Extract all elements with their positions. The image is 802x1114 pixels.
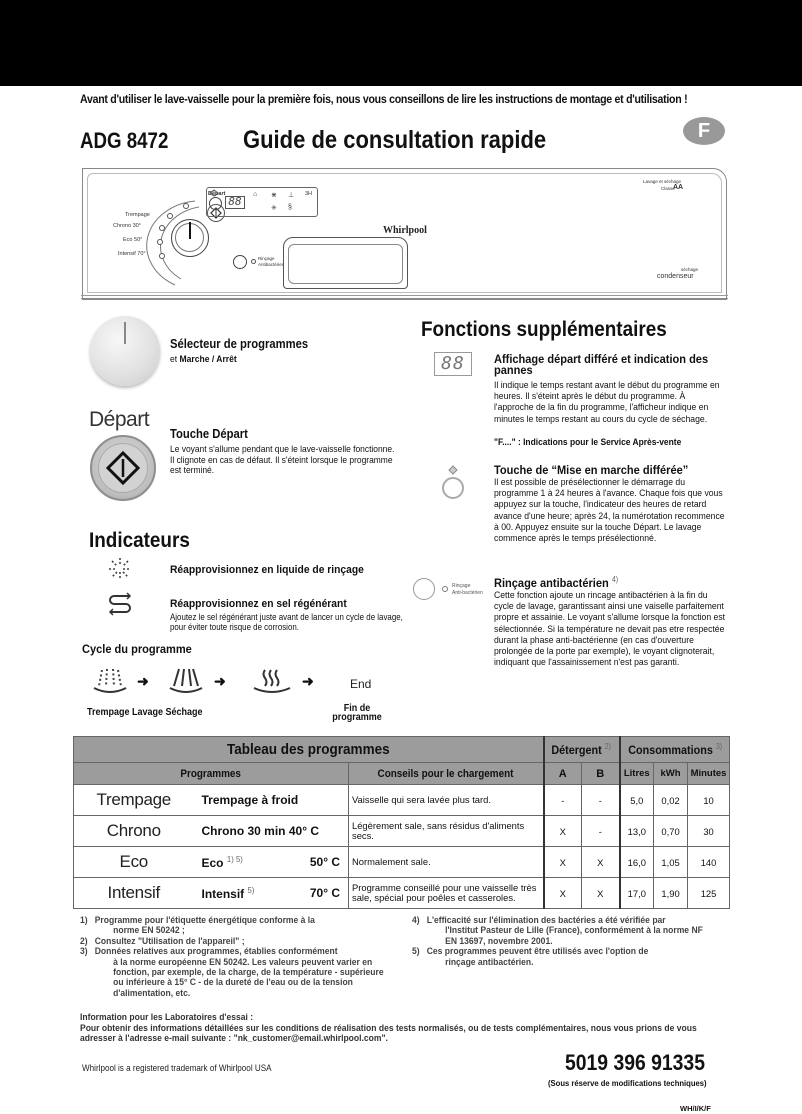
table-row — [74, 878, 730, 909]
soak-cycle-icon — [92, 666, 128, 696]
language-badge: F — [683, 117, 725, 145]
table-title: Tableau des programmes — [74, 737, 544, 763]
litres: 17,0 — [620, 878, 654, 909]
panel-depart-label: Départ — [208, 191, 226, 197]
intro-notice: Avant d'utiliser le lave-vaisselle pour la première fois, nous vous conseillons de lire les instructions de montage et d'utilisation ! — [80, 94, 688, 106]
program-temperature: 50° C — [309, 854, 340, 869]
panel-rinse-button[interactable] — [233, 255, 247, 269]
detergent-a: X — [544, 816, 582, 847]
function-delay-description: Il est possible de présélectionner le démarrage du programme 1 à 24 heures à l'avance. Chaque fois que vous appuyez sur la touche, l'indicateur des heures de retard avance d'une heure; après 24, la numérotation recommence à 00. Appuyez ensuite sur la touche Départ. Le lavage commence après le temps présélectionné. — [494, 477, 725, 545]
footnote-3: 3) Données relatives aux programmes, établies conformément à la norme européenne EN 50242. Les valeurs peuvent varier en fonction, par exemple, de la charge, de la température - supérieure ou inférieure à 15° C - de la dureté de l'eau ou de la tension d'alimentation, etc. — [80, 946, 384, 998]
panel-rinse-label-2: Antibactérien — [258, 262, 285, 267]
function-antibacterial-title-wrap — [494, 575, 618, 590]
col-detergent-a: A — [544, 763, 582, 785]
minutes: 125 — [688, 878, 730, 909]
program-name: Chrono 30 min 40° C — [194, 816, 349, 847]
energy-label-2: Classe — [661, 186, 675, 191]
indicator-salt: Réapprovisionnez en sel régénérant — [170, 598, 347, 610]
depart-title: Touche Départ — [170, 427, 248, 441]
footnotes-right — [412, 915, 706, 967]
led-intensif — [159, 253, 165, 259]
footnote-1: 1) Programme pour l'étiquette énergétique conforme à la norme EN 50242 ; — [80, 915, 315, 936]
minutes: 10 — [688, 785, 730, 816]
salt-indicator-icon: § — [288, 204, 292, 211]
antibacterial-icon-label-1: Rinçage — [452, 583, 471, 589]
salt-indicator-icon — [107, 592, 133, 616]
panel-display-area — [206, 187, 318, 217]
rinse-aid-indicator-icon: ✳ — [271, 205, 277, 212]
loading-advice: Vaisselle qui sera lavée plus tard. — [349, 785, 544, 816]
program-name: Trempage à froid — [194, 785, 349, 816]
function-display-note: "F...." : Indications pour le Service Après-vente — [494, 436, 682, 447]
detergent-a: - — [544, 785, 582, 816]
minutes: 140 — [688, 847, 730, 878]
detergent-a: X — [544, 847, 582, 878]
function-display-title: Affichage départ différé et indication des pannes — [494, 352, 709, 377]
col-programmes: Programmes — [74, 763, 349, 785]
laboratory-info — [80, 1013, 728, 1045]
footnote-refs: 1) 5) — [226, 854, 243, 864]
wash-cycle-icon — [168, 666, 204, 696]
end-symbol: End — [350, 677, 372, 691]
minutes: 30 — [688, 816, 730, 847]
program-name-cell — [194, 847, 349, 878]
selector-title: Sélecteur de programmes — [170, 337, 309, 351]
program-name-cell — [194, 878, 349, 909]
condenser-label-1: séchage — [681, 267, 699, 272]
indicators-title: Indicateurs — [89, 529, 190, 552]
detergent-a: X — [544, 878, 582, 909]
table-row — [74, 816, 730, 847]
indicator-icon-3: ⊥ — [288, 192, 295, 199]
panel-rinse-label-1: Rinçage — [258, 256, 275, 261]
indicator-icon-2: ⋇ — [271, 192, 277, 199]
indicator-icon-1: ⌂ — [253, 191, 258, 198]
door-handle — [283, 237, 408, 289]
panel-program-eco: Eco 50° — [123, 237, 143, 243]
rinse-led — [251, 259, 256, 264]
indicator-salt-description: Ajoutez le sel régénérant juste avant de lancer un cycle de lavage, pour éviter toute risque de corrosion. — [170, 612, 403, 632]
function-display-description: Il indique le temps restant avant le début du programme en heures. Il s'éteint après le début du programme. À l'approche de la fin du programme, l'afficheur indique en minutes le temps restant au cours du cycle de séchage. — [494, 380, 720, 425]
footnote-ref-4: 4) — [611, 575, 619, 584]
footnote-5: 5) Ces programmes peuvent être utilisés avec l'option de rinçage antibactérien. — [412, 946, 649, 967]
arrow-right-icon: ➜ — [137, 673, 149, 689]
selector-subtitle — [170, 354, 237, 365]
program-symbol: Intensif — [74, 878, 194, 909]
loading-advice: Légèrement sale, sans résidus d'aliments secs. — [349, 816, 544, 847]
energy-class: AA — [673, 184, 684, 191]
part-number: 5019 396 91335 — [565, 1050, 705, 1075]
col-kwh: kWh — [654, 763, 688, 785]
kwh: 1,05 — [654, 847, 688, 878]
program-selector-knob-icon — [90, 316, 160, 386]
functions-title: Fonctions supplémentaires — [421, 318, 667, 341]
delay-diamond-icon — [209, 189, 219, 197]
panel-program-chrono: Chrono 30° — [113, 223, 141, 229]
depart-logo: Départ — [89, 408, 150, 431]
litres: 16,0 — [620, 847, 654, 878]
program-temperature: 70° C — [309, 885, 340, 900]
col-litres: Litres — [620, 763, 654, 785]
function-antibacterial-description: Cette fonction ajoute un rincage antibactérien à la fin du cycle de lavage, garantissant ainsi une vaiselle parfaitement propre et assainie. Le voyant s'allume lorsque la fonction est sélectionnée. Si la température ne devait pas etre respectée durant la phase anti-bactérienne (en cas d'ouverture prolongée de la porte par exemple), le voyant clignoterait, indiquant que l'assainissement n'est pas garanti. — [494, 590, 726, 669]
cycle-phase-labels: Trempage Lavage Séchage — [87, 707, 203, 718]
panel-program-trempage: Trempage — [125, 212, 150, 218]
cycle-end-label: Fin de programme — [332, 703, 382, 723]
energy-label-1: Lavage et séchage — [643, 179, 682, 184]
footnotes-left — [80, 915, 393, 998]
consumption-header: Consommations $^{3)}$ — [620, 737, 730, 763]
delay-display-icon: 88 — [434, 352, 472, 376]
kwh: 1,90 — [654, 878, 688, 909]
top-black-band — [0, 0, 802, 86]
laboratory-info-title: Information pour les Laboratoires d'essai : — [80, 1012, 254, 1023]
footnote-2: 2) Consultez "Utilisation de l'appareil" ; — [80, 935, 245, 946]
dry-label: 3H — [305, 191, 313, 197]
arrow-right-icon: ➜ — [214, 673, 226, 689]
panel-baseline — [81, 295, 728, 299]
cycle-title: Cycle du programme — [82, 642, 192, 656]
start-diamond-icon — [105, 450, 141, 486]
loading-advice: Programme conseillé pour une vaisselle très sale, spécial pour poêles et casseroles. — [349, 878, 544, 909]
rinse-aid-indicator-icon — [108, 557, 132, 581]
program-table — [73, 736, 730, 909]
kwh: 0,70 — [654, 816, 688, 847]
delay-start-button[interactable] — [209, 197, 222, 210]
whirlpool-logo: Whirlpool — [383, 225, 427, 236]
detergent-header: Détergent $^{2)}$ — [544, 737, 620, 763]
laboratory-info-body: Pour obtenir des informations détaillées sur les conditions de réalisation des tests normalisés, ou de tests complémentaires, nous vous prions de vous adresser à l'adresse e-mail suivante : "nk_customer@email.whirlpool.com". — [80, 1022, 697, 1045]
depart-button-icon — [90, 435, 156, 501]
led-chrono — [159, 225, 165, 231]
kwh: 0,02 — [654, 785, 688, 816]
loading-advice: Normalement sale. — [349, 847, 544, 878]
antibacterial-button-icon — [413, 578, 435, 600]
arrow-right-icon: ➜ — [302, 673, 314, 689]
col-minutes: Minutes — [688, 763, 730, 785]
table-row — [74, 847, 730, 878]
depart-description: Le voyant s'allume pendant que le lave-vaisselle fonctionne. Il clignote en cas de défaut. Il s'éteint lorsque le programme est terminé. — [170, 443, 395, 476]
selector-sub-prefix: et — [170, 354, 178, 365]
program-name: Eco — [201, 855, 224, 870]
technical-reserve-note: (Sous réserve de modifications techniques) — [548, 1078, 707, 1088]
page-title: Guide de consultation rapide — [243, 126, 547, 154]
antibacterial-led-icon — [442, 586, 448, 592]
model-number: ADG 8472 — [80, 128, 169, 153]
led-trempage — [167, 213, 173, 219]
program-symbol: Eco — [74, 847, 194, 878]
control-panel-illustration — [82, 168, 727, 300]
document-code: WH/I/K/F — [680, 1104, 711, 1113]
program-symbol: Chrono — [74, 816, 194, 847]
program-symbol: Trempage — [74, 785, 194, 816]
dry-cycle-icon — [252, 666, 292, 696]
led-top — [183, 203, 189, 209]
program-knob[interactable] — [171, 219, 209, 257]
footnote-refs: 5) — [247, 885, 255, 895]
detergent-b: X — [582, 878, 620, 909]
function-antibacterial-title: Rinçage antibactérien — [494, 576, 609, 590]
litres: 13,0 — [620, 816, 654, 847]
program-name: Intensif — [201, 886, 245, 901]
function-delay-title: Touche de “Mise en marche différée” — [494, 463, 689, 477]
table-row — [74, 785, 730, 816]
col-detergent-b: B — [582, 763, 620, 785]
antibacterial-icon-label-2: Anti-bactérien — [452, 590, 483, 596]
condenser-label-2: condenseur — [657, 273, 694, 280]
footnote-4: 4) L'efficacité sur l'élimination des bactéries a été vérifiée par l'Institut Pasteur de Lille (France), conformément à la norme NF EN 13697, novembre 2001. — [412, 915, 703, 946]
led-eco — [157, 239, 163, 245]
selector-sub-text: Marche / Arrêt — [179, 354, 237, 365]
detergent-b: X — [582, 847, 620, 878]
detergent-b: - — [582, 816, 620, 847]
trademark-notice: Whirlpool is a registered trademark of Whirlpool USA — [82, 1063, 272, 1073]
panel-program-intensif: Intensif 70° — [118, 251, 146, 257]
litres: 5,0 — [620, 785, 654, 816]
col-advice: Conseils pour le chargement — [349, 763, 544, 785]
panel-digit-display: 88 — [225, 196, 245, 209]
indicator-rinse-aid: Réapprovisionnez en liquide de rinçage — [170, 564, 364, 576]
delay-start-button-icon — [441, 464, 465, 502]
detergent-b: - — [582, 785, 620, 816]
